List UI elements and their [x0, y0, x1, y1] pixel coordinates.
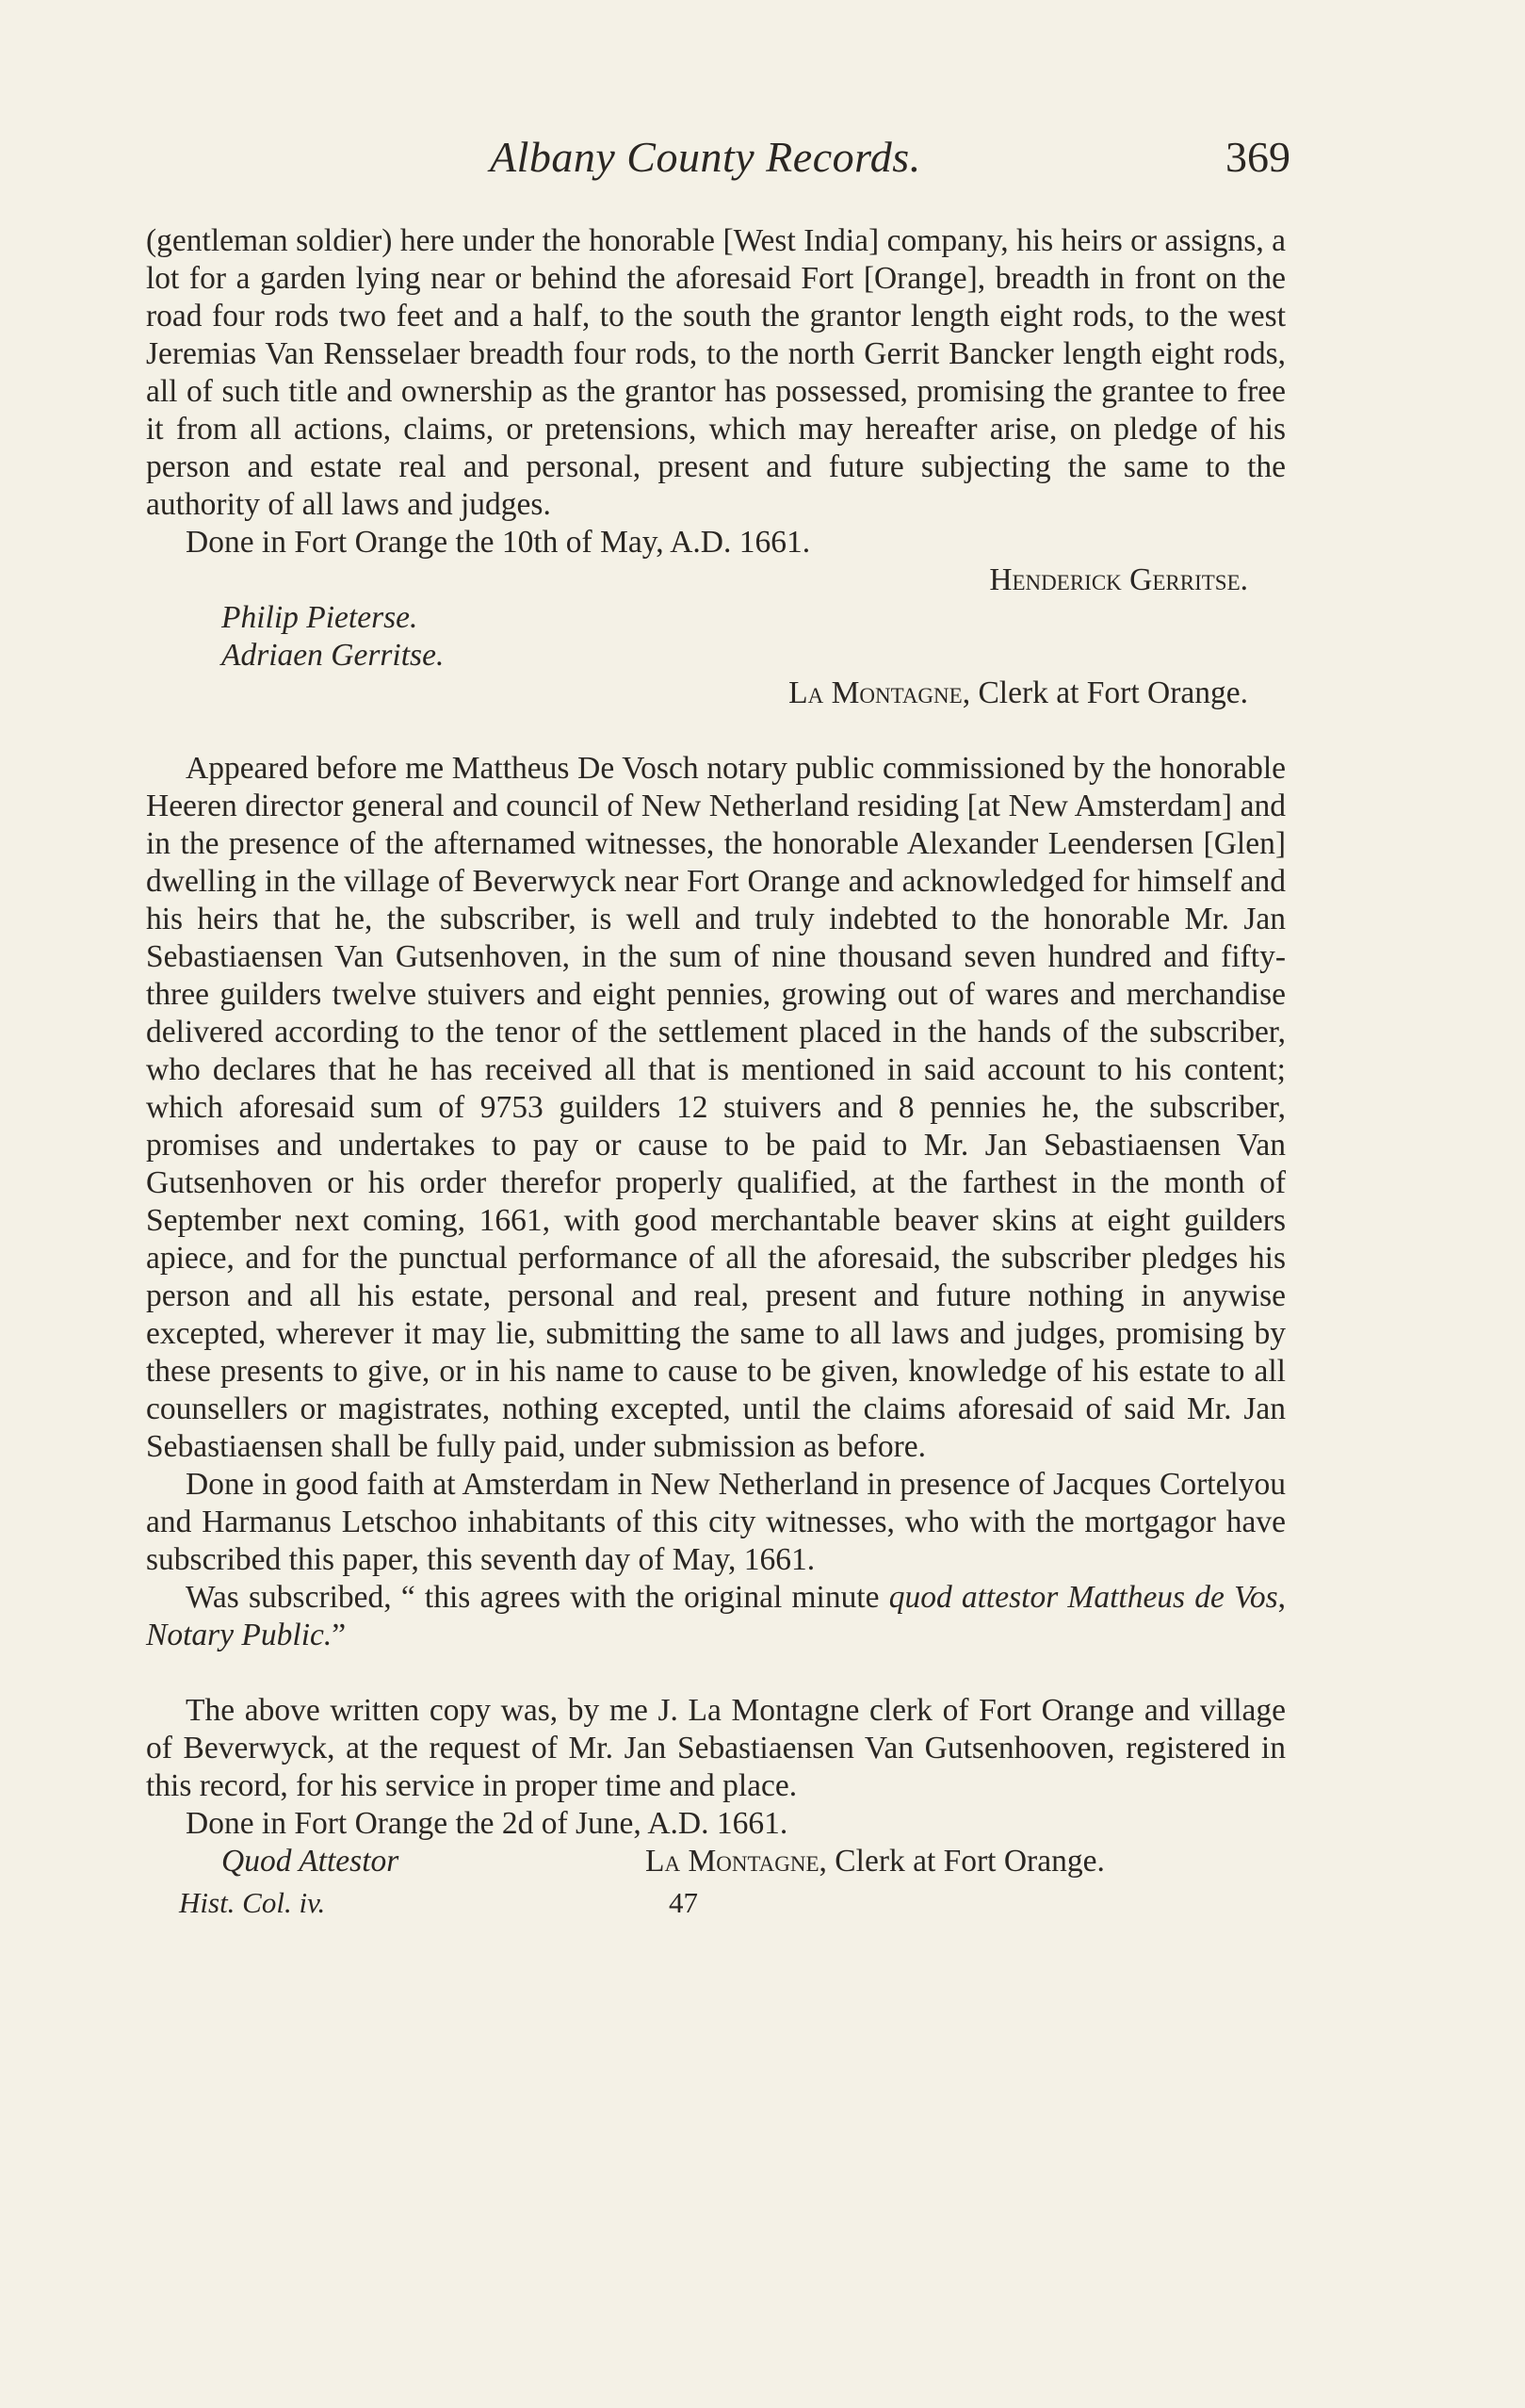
deed-clerk-signature — [146, 675, 1286, 712]
page-number: 369 — [1225, 133, 1290, 181]
clerk-title: , Clerk at Fort Orange. — [962, 675, 1248, 710]
obligation-subscribed — [146, 1579, 1286, 1654]
registration-clerk — [645, 1843, 1105, 1880]
subscribed-attestor: quod attestor Mattheus de Vos — [888, 1580, 1278, 1615]
page-body — [146, 222, 1286, 1929]
quod-attestor: Quod Attestor — [221, 1844, 399, 1879]
subscribed-comma: , — [1277, 1580, 1286, 1615]
subscribed-lead: Was subscribed, “ this agrees with the original minute — [186, 1580, 889, 1615]
sheet-number: 47 — [669, 1886, 698, 1919]
clerk-title: , Clerk at Fort Orange. — [819, 1844, 1105, 1879]
deed-signer: Henderick Gerritse. — [989, 562, 1248, 597]
subscribed-notary: Notary Public. — [146, 1618, 333, 1652]
signature-mark: Hist. Col. iv. — [179, 1886, 326, 1919]
page-header — [141, 132, 1290, 198]
clerk-name: La Montagne — [645, 1844, 819, 1879]
subscribed-close: ” — [332, 1618, 347, 1652]
deed-witness-2: Adriaen Gerritse. — [221, 638, 445, 673]
obligation-paragraph: Appeared before me Mattheus De Vosch notary public commissioned by the honorable Heeren director general and council of New Netherland residing [at New Amsterdam] and in the presence of the afternamed witnesses, the honorable Alexander Leendersen [Glen] dwelling in the village of Beverwyck near Fort Orange and acknowledged for himself and his heirs that he, the subscriber, is well and truly indebted to the honorable Mr. Jan Sebastiaensen Van Gutsenhoven, in the sum of nine thousand seven hundred and fifty-three guilders twelve stuivers and eight pennies, growing out of wares and merchandise delivered according to the tenor of the settlement placed in the hands of the subscriber, who declares that he has received all that is mentioned in said account to his content; which aforesaid sum of 9753 guilders 12 stuivers and 8 pennies he, the subscriber, promises and undertakes to pay or cause to be paid to Mr. Jan Sebastiaensen Van Gutsenhoven or his order therefor properly qualified, at the farthest in the month of September next coming, 1661, with good merchantable beaver skins at eight guilders apiece, and for the punctual performance of all the aforesaid, the subscriber pledges his person and all his estate, personal and real, present and future nothing in anywise excepted, wherever it may lie, submitting the same to all laws and judges, promising by these presents to give, or in his name to cause to be given, knowledge of his estate to all counsellers or magistrates, nothing excepted, until the claims aforesaid of said Mr. Jan Sebastiaensen shall be fully paid, under submission as before. — [146, 751, 1286, 1464]
section-gap — [146, 1654, 1286, 1692]
clerk-name: La Montagne — [788, 675, 963, 710]
registration-signature-row — [146, 1843, 1286, 1880]
running-title: Albany County Records. — [490, 133, 921, 181]
page-footer — [146, 1884, 1286, 1929]
deed-witness-1: Philip Pieterse. — [221, 600, 418, 635]
section-gap — [146, 712, 1286, 750]
deed-done-line: Done in Fort Orange the 10th of May, A.D. 1661. — [186, 525, 811, 560]
registration-done-line: Done in Fort Orange the 2d of June, A.D. 1661. — [186, 1806, 788, 1841]
deed-paragraph: (gentleman soldier) here under the honorable [West India] company, his heirs or assigns, a lot for a garden lying near or behind the aforesaid Fort [Orange], breadth in front on the road four rods two feet and a half, to the south the grantor length eight rods, to the west Jeremias Van Rensselaer breadth four rods, to the north Gerrit Bancker length eight rods, all of such title and ownership as the grantor has possessed, promising the grantee to free it from all actions, claims, or pretensions, which may hereafter arise, on pledge of his person and estate real and personal, present and future subjecting the same to the authority of all laws and judges. — [146, 223, 1286, 522]
obligation-done-line: Done in good faith at Amsterdam in New Netherland in presence of Jacques Cortelyou and Harmanus Letschoo inhabitants of this city witnesses, who with the mortgagor have subscribed this paper, this seventh day of May, 1661. — [146, 1467, 1286, 1577]
registration-paragraph: The above written copy was, by me J. La Montagne clerk of Fort Orange and village of Beverwyck, at the request of Mr. Jan Sebastiaensen Van Gutsenhooven, registered in this record, for his service in proper time and place. — [146, 1693, 1286, 1803]
